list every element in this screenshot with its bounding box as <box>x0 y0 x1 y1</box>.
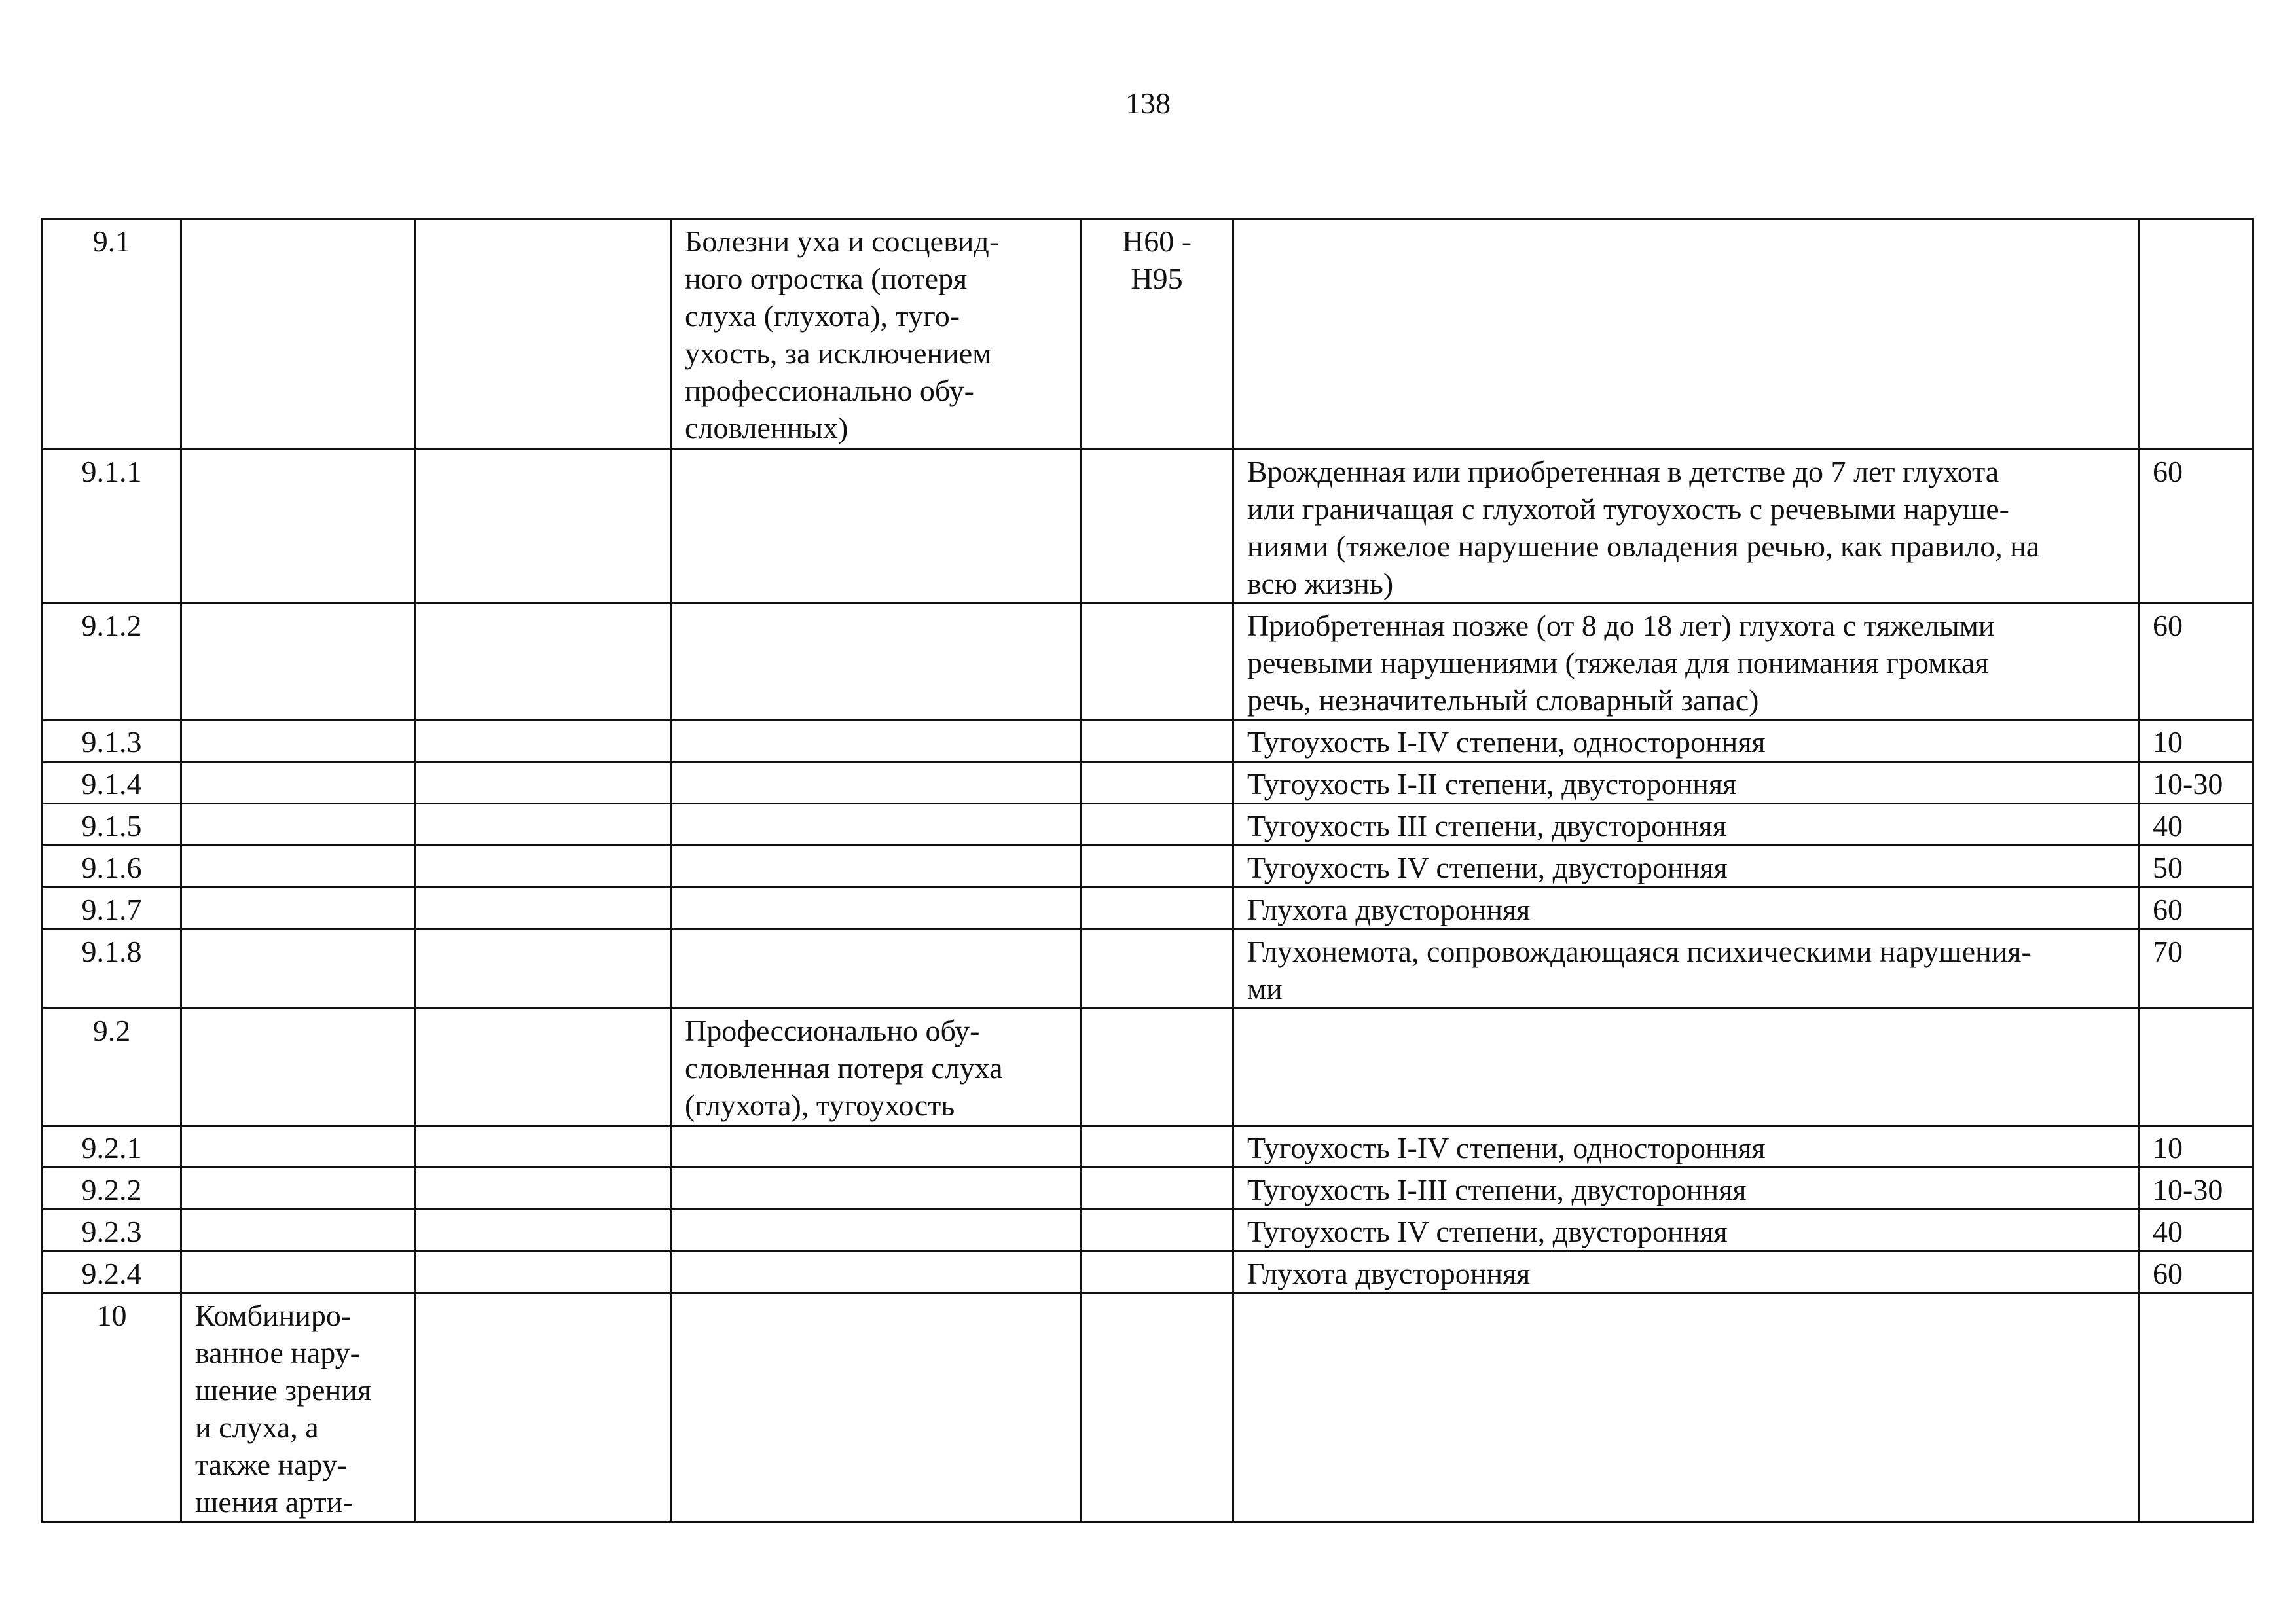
table-row <box>43 1210 2253 1252</box>
item-number-cell: 9.2 <box>43 1009 181 1126</box>
criterion-cell: Приобретенная позже (от 8 до 18 лет) глухота с тяжелыми речевыми нарушениями (тяжелая для понимания громкая речь, незначительный словарный запас) <box>1233 604 2139 720</box>
item-number-cell: 9.1.5 <box>43 804 181 846</box>
icd-code-cell <box>1081 888 1233 929</box>
group-cell <box>415 888 671 929</box>
percent-cell: 60 <box>2139 604 2253 720</box>
class-cell <box>181 1252 415 1293</box>
criterion-cell: Тугоухость I-IV степени, односторонняя <box>1233 720 2139 762</box>
criterion-cell: Глухота двусторонняя <box>1233 1252 2139 1293</box>
item-number-cell: 9.1 <box>43 219 181 450</box>
group-cell <box>415 1126 671 1168</box>
percent-cell: 70 <box>2139 929 2253 1009</box>
percent-cell: 60 <box>2139 1252 2253 1293</box>
icd-code-cell <box>1081 1210 1233 1252</box>
disease-cell <box>671 1168 1081 1210</box>
class-cell: Комбиниро- ванное нару- шение зрения и слуха, а также нару- шения арти- <box>181 1293 415 1522</box>
disease-cell <box>671 846 1081 888</box>
class-cell <box>181 846 415 888</box>
disease-cell <box>671 1210 1081 1252</box>
item-number-cell: 9.1.8 <box>43 929 181 1009</box>
percent-cell: 10 <box>2139 720 2253 762</box>
class-cell <box>181 450 415 604</box>
disease-cell <box>671 1293 1081 1522</box>
criterion-cell <box>1233 1009 2139 1126</box>
icd-code-cell <box>1081 846 1233 888</box>
table-row <box>43 219 2253 450</box>
criterion-cell: Тугоухость IV степени, двусторонняя <box>1233 1210 2139 1252</box>
item-number-cell: 9.2.2 <box>43 1168 181 1210</box>
criterion-cell: Тугоухость I-III степени, двусторонняя <box>1233 1168 2139 1210</box>
disease-cell <box>671 888 1081 929</box>
item-number-cell: 9.1.6 <box>43 846 181 888</box>
percent-cell: 60 <box>2139 450 2253 604</box>
disease-cell: Болезни уха и сосцевид- ного отростка (потеря слуха (глухота), туго- ухость, за исключением профессионально обу- словленных) <box>671 219 1081 450</box>
group-cell <box>415 720 671 762</box>
table-row <box>43 1126 2253 1168</box>
percent-cell: 60 <box>2139 888 2253 929</box>
table-row <box>43 720 2253 762</box>
icd-code-cell: H60 - H95 <box>1081 219 1233 450</box>
class-cell <box>181 1210 415 1252</box>
disease-cell <box>671 762 1081 804</box>
class-cell <box>181 604 415 720</box>
item-number-cell: 9.1.3 <box>43 720 181 762</box>
percent-cell <box>2139 219 2253 450</box>
group-cell <box>415 1252 671 1293</box>
icd-code-cell <box>1081 1293 1233 1522</box>
icd-code-cell <box>1081 762 1233 804</box>
criterion-cell: Врожденная или приобретенная в детстве до 7 лет глухота или граничащая с глухотой тугоухость с речевыми наруше- ниями (тяжелое нарушение овладения речью, как правило, на всю жизнь) <box>1233 450 2139 604</box>
criterion-cell: Тугоухость III степени, двусторонняя <box>1233 804 2139 846</box>
table-row <box>43 762 2253 804</box>
group-cell <box>415 1210 671 1252</box>
percent-cell: 10-30 <box>2139 1168 2253 1210</box>
criterion-cell: Тугоухость I-IV степени, односторонняя <box>1233 1126 2139 1168</box>
icd-code-cell <box>1081 604 1233 720</box>
table-row <box>43 804 2253 846</box>
criterion-cell: Тугоухость I-II степени, двусторонняя <box>1233 762 2139 804</box>
class-cell <box>181 1126 415 1168</box>
class-cell <box>181 1009 415 1126</box>
percent-cell: 10 <box>2139 1126 2253 1168</box>
percent-cell: 10-30 <box>2139 762 2253 804</box>
percent-cell: 40 <box>2139 1210 2253 1252</box>
icd-code-cell <box>1081 804 1233 846</box>
criterion-cell <box>1233 1293 2139 1522</box>
table-row <box>43 1009 2253 1126</box>
icd-code-cell <box>1081 450 1233 604</box>
table-row <box>43 1168 2253 1210</box>
percent-cell: 40 <box>2139 804 2253 846</box>
disease-cell <box>671 450 1081 604</box>
icd-code-cell <box>1081 1126 1233 1168</box>
class-cell <box>181 929 415 1009</box>
criterion-cell: Глухонемота, сопровождающаяся психическими нарушения- ми <box>1233 929 2139 1009</box>
group-cell <box>415 219 671 450</box>
disease-cell <box>671 1126 1081 1168</box>
item-number-cell: 9.2.3 <box>43 1210 181 1252</box>
disease-cell: Профессионально обу- словленная потеря слуха (глухота), тугоухость <box>671 1009 1081 1126</box>
class-cell <box>181 1168 415 1210</box>
item-number-cell: 10 <box>43 1293 181 1522</box>
icd-code-cell <box>1081 720 1233 762</box>
disease-cell <box>671 720 1081 762</box>
group-cell <box>415 1009 671 1126</box>
item-number-cell: 9.2.4 <box>43 1252 181 1293</box>
table-row <box>43 846 2253 888</box>
page-number: 138 <box>1125 86 1171 120</box>
table-row <box>43 604 2253 720</box>
icd-code-cell <box>1081 929 1233 1009</box>
item-number-cell: 9.2.1 <box>43 1126 181 1168</box>
percent-cell: 50 <box>2139 846 2253 888</box>
icd-code-cell <box>1081 1009 1233 1126</box>
class-cell <box>181 762 415 804</box>
group-cell <box>415 450 671 604</box>
disease-cell <box>671 604 1081 720</box>
group-cell <box>415 846 671 888</box>
table-row <box>43 1293 2253 1522</box>
disease-cell <box>671 804 1081 846</box>
table-row <box>43 929 2253 1009</box>
class-cell <box>181 720 415 762</box>
group-cell <box>415 1293 671 1522</box>
group-cell <box>415 929 671 1009</box>
item-number-cell: 9.1.7 <box>43 888 181 929</box>
percent-cell <box>2139 1293 2253 1522</box>
class-cell <box>181 804 415 846</box>
group-cell <box>415 804 671 846</box>
table-row <box>43 888 2253 929</box>
class-cell <box>181 888 415 929</box>
group-cell <box>415 762 671 804</box>
percent-cell <box>2139 1009 2253 1126</box>
table-row <box>43 1252 2253 1293</box>
criterion-cell <box>1233 219 2139 450</box>
item-number-cell: 9.1.4 <box>43 762 181 804</box>
table-row <box>43 450 2253 604</box>
disease-cell <box>671 1252 1081 1293</box>
icd-code-cell <box>1081 1168 1233 1210</box>
item-number-cell: 9.1.1 <box>43 450 181 604</box>
class-cell <box>181 219 415 450</box>
criterion-cell: Глухота двусторонняя <box>1233 888 2139 929</box>
item-number-cell: 9.1.2 <box>43 604 181 720</box>
criterion-cell: Тугоухость IV степени, двусторонняя <box>1233 846 2139 888</box>
icd-code-cell <box>1081 1252 1233 1293</box>
group-cell <box>415 604 671 720</box>
group-cell <box>415 1168 671 1210</box>
disease-cell <box>671 929 1081 1009</box>
disability-criteria-table <box>41 218 2254 1523</box>
